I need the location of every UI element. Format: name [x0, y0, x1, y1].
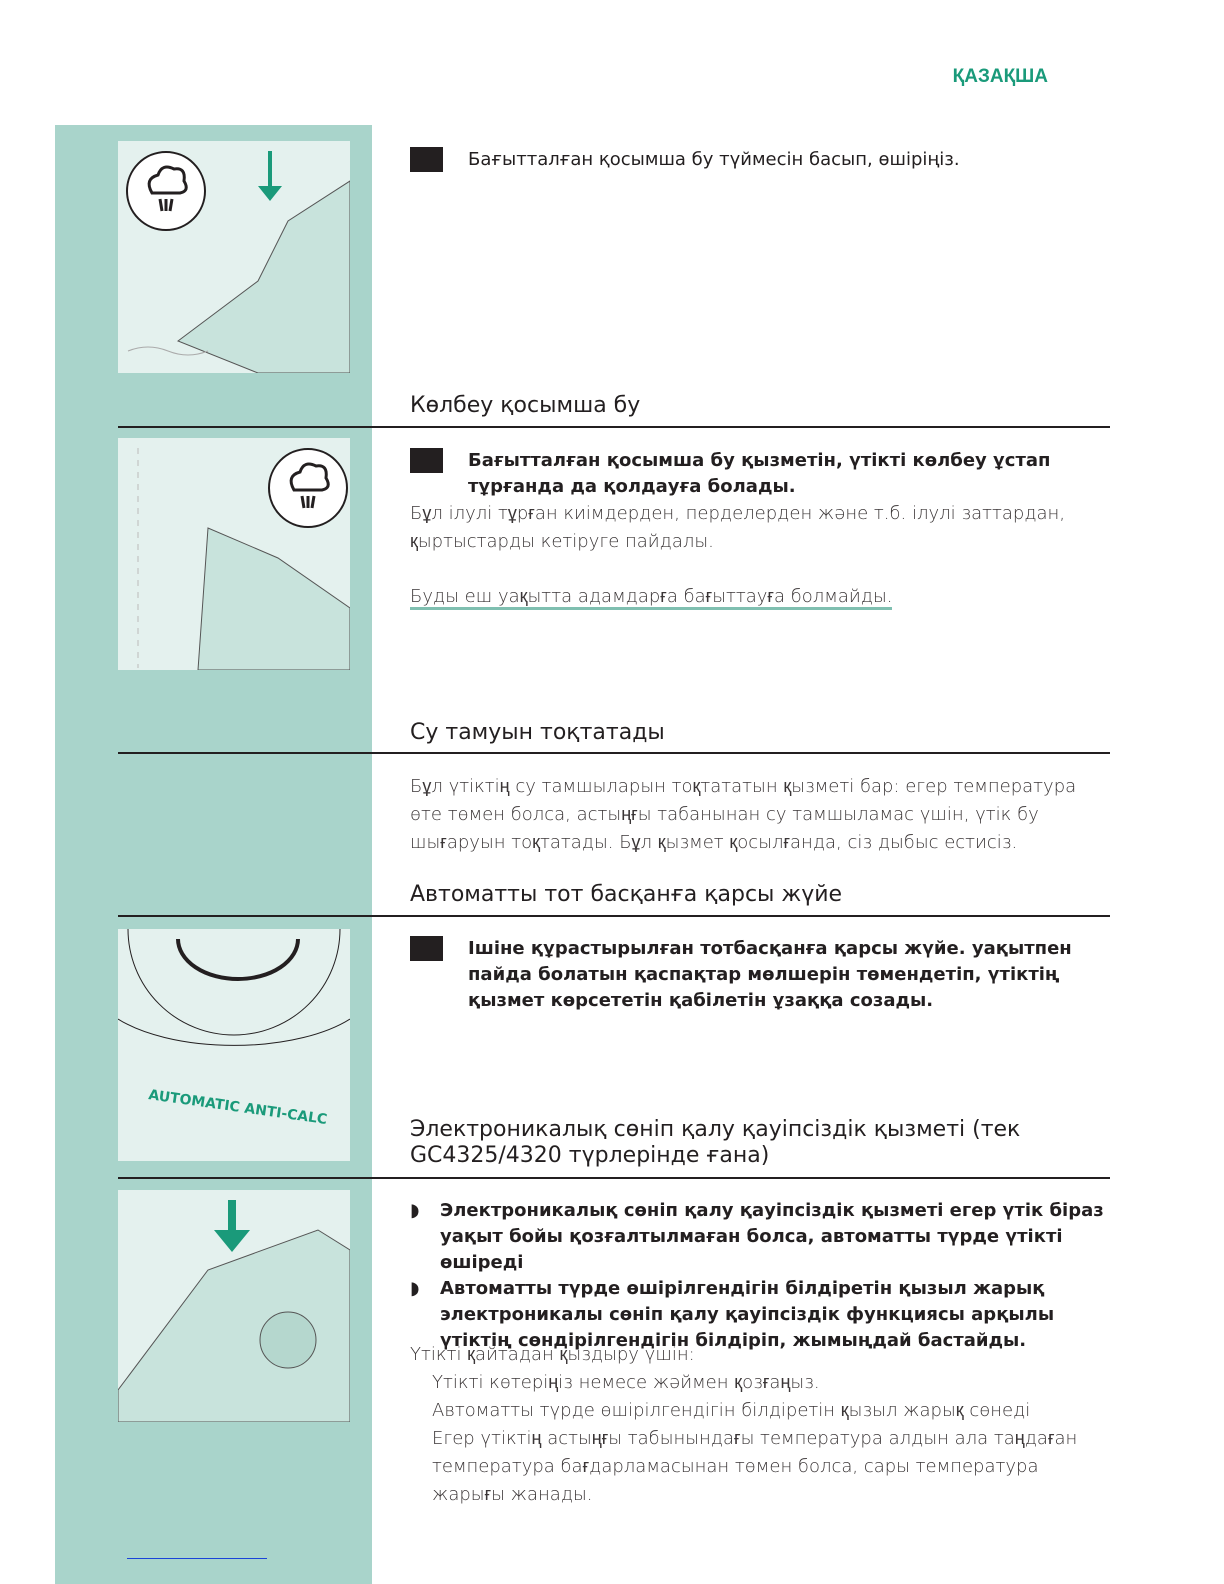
step-marker — [410, 936, 443, 961]
intro: Үтікті қайтадан қыздыру үшін: — [410, 1344, 695, 1365]
section-title: Электроникалық сөніп қалу қауіпсіздік қызметі (тек GC4325/4320 түрлерінде ғана) — [410, 1117, 1021, 1168]
iron-drawing — [118, 438, 350, 670]
iron-drawing — [118, 141, 350, 373]
bullet-item: ◗ Электроникалық сөніп қалу қауіпсіздік қызметі егер үтік біраз уақыт бойы қозғалтылмаған болса, автоматты түрде үтікті өшіреді — [410, 1198, 1120, 1276]
instruction-line: Үтікті көтеріңіз немесе жәймен қозғаңыз. — [432, 1372, 820, 1393]
anti-calc-drawing — [118, 929, 350, 1161]
divider — [118, 1177, 1110, 1179]
bullet-item: ◗ Автоматты түрде өшірілгендігін білдіретін қызыл жарық электроникалы сөніп қалу қауіпсіздік функциясы арқылы үтіктің сөндірілгендігін білдіріп, жымыңдай бастайды. — [410, 1276, 1120, 1354]
steam-boost-button-illustration — [118, 141, 350, 373]
section-title: Көлбеу қосымша бу — [410, 393, 641, 418]
anti-calc-illustration — [118, 929, 350, 1161]
step-steam-off: Бағытталған қосымша бу түймесін басып, өшіріңіз. — [410, 147, 1110, 173]
paragraph: Бұл ілулі тұрған киімдерден, перделерден және т.б. ілулі заттардан, қыртыстарды кетіруге пайдалы. — [410, 503, 1066, 552]
auto-off-illustration — [118, 1190, 350, 1422]
step-anti-calc: Ішіне құрастырылған тотбасқанға қарсы жүйе. уақытпен пайда болатын қаспақтар мөлшерін төмендетіп, үтіктің қызмет көрсететін қабілетін ұзаққа созады. — [410, 936, 1110, 1014]
link-underline — [127, 1558, 267, 1559]
step-marker — [410, 448, 443, 473]
vertical-steam-illustration — [118, 438, 350, 670]
warning — [410, 583, 1110, 611]
anti-calc-label: AUTOMATIC ANTI-CALC — [147, 1087, 329, 1129]
warning-text: Буды еш уақытта адамдарға бағыттауға болмайды. — [410, 586, 892, 610]
instruction-line: Егер үтіктің астыңғы табынындағы температура алдын ала таңдаған температура бағдарламасынан төмен болса, сары температура жарығы жанады. — [432, 1428, 1078, 1505]
step-vertical-steam: Бағытталған қосымша бу қызметін, үтікті көлбеу ұстап тұрғанда да қолдауға болады. — [410, 448, 1110, 500]
step-marker — [410, 147, 443, 172]
paragraph: Бұл үтіктің су тамшыларын тоқтататын қызметі бар: егер температура өте төмен болса, астыңғы табанынан су тамшыламас үшін, үтік бу шығаруын тоқтатады. Бұл қызмет қосылғанда, сіз дыбыс естисіз. — [410, 776, 1077, 853]
reheat-instructions — [410, 1341, 1110, 1509]
language-label: ҚАЗАҚША — [952, 66, 1048, 87]
instruction-line: Автоматты түрде өшірілгендігін білдіретін қызыл жарық сөнеді — [432, 1400, 1031, 1421]
iron-drawing — [118, 1190, 350, 1422]
divider — [118, 752, 1110, 754]
section-title: Су тамуын тоқтатады — [410, 720, 665, 745]
divider — [118, 426, 1110, 428]
bullet-list — [410, 1198, 1120, 1354]
section-title: Автоматты тот басқанға қарсы жүйе — [410, 882, 843, 907]
divider — [118, 915, 1110, 917]
